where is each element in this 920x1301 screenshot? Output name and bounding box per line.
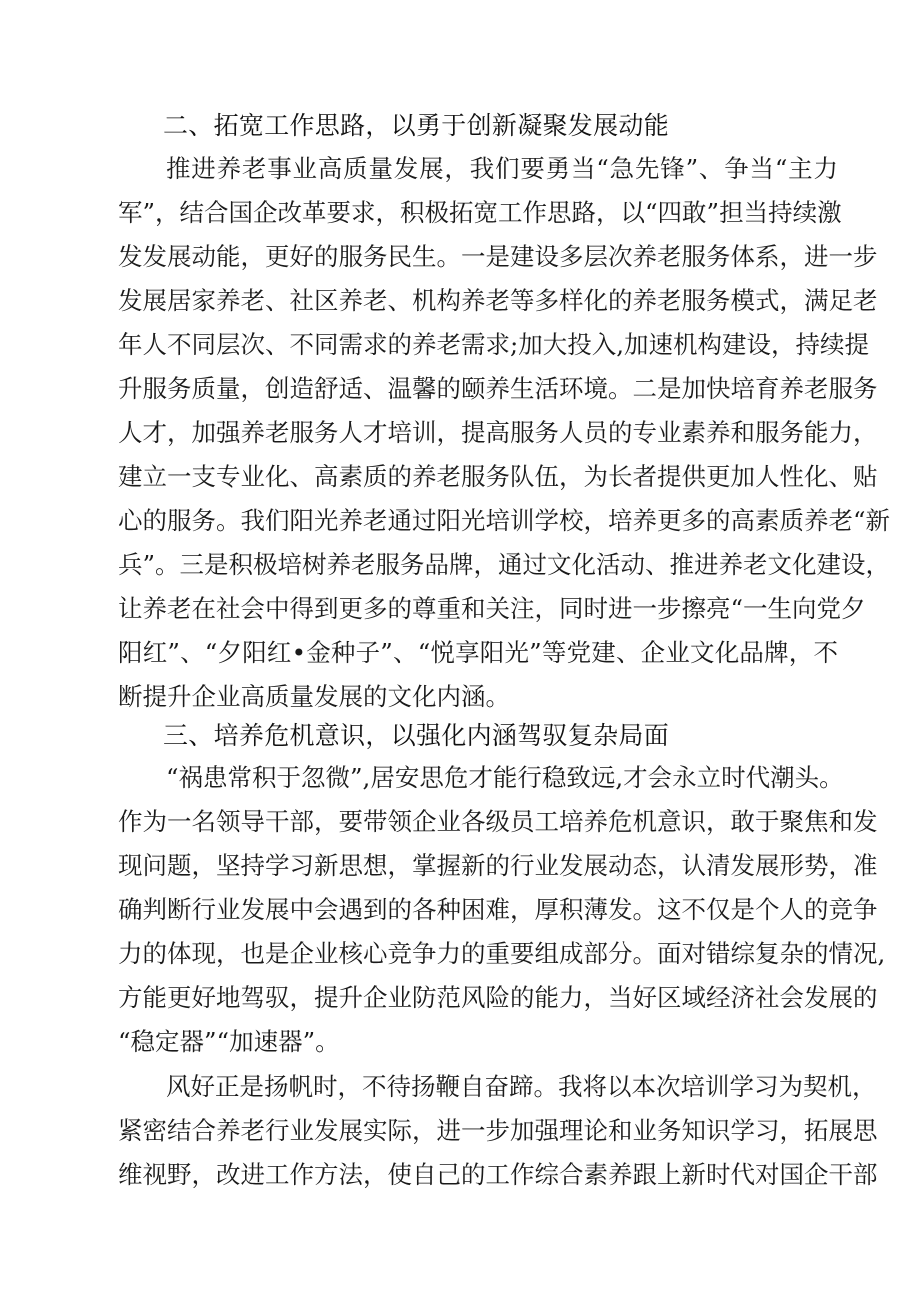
paragraph-line: 让养老在社会中得到更多的尊重和关注，同时进一步擦亮“一生向党夕 (118, 594, 866, 623)
paragraph-line: 心的服务。我们阳光养老通过阳光培训学校，培养更多的高素质养老“新 (118, 506, 891, 535)
paragraph-line: 现问题，坚持学习新思想，掌握新的行业发展动态，认清发展形势，准 (118, 851, 878, 880)
section-heading: 二、拓宽工作思路，以勇于创新凝聚发展动能 (163, 111, 670, 140)
paragraph-line: “祸患常积于忽微”,居安思危才能行稳致远,才会永立时代潮头。 (166, 763, 844, 792)
paragraph-line: 建立一支专业化、高素质的养老服务队伍，为长者提供更加人性化、贴 (118, 462, 878, 491)
paragraph-line: 发展居家养老、社区养老、机构养老等多样化的养老服务模式，满足老 (118, 286, 878, 315)
paragraph-line: 人才，加强养老服务人才培训，提高服务人员的专业素养和服务能力， (118, 418, 878, 447)
paragraph-line: 军”，结合国企改革要求，积极拓宽工作思路，以“四敢”担当持续激 (118, 198, 842, 227)
paragraph-line: 作为一名领导干部，要带领企业各级员工培养危机意识，敢于聚焦和发 (118, 807, 878, 836)
paragraph-line: “稳定器”“加速器”。 (118, 1027, 340, 1056)
paragraph-line: 阳红”、“夕阳红•金种子”、“悦享阳光”等党建、企业文化品牌，不 (118, 638, 838, 667)
paragraph-line: 断提升企业高质量发展的文化内涵。 (118, 682, 510, 711)
paragraph-line: 升服务质量，创造舒适、温馨的颐养生活环境。二是加快培育养老服务 (118, 374, 878, 403)
paragraph-line: 发发展动能，更好的服务民生。一是建设多层次养老服务体系，进一步 (118, 242, 878, 271)
paragraph-line: 年人不同层次、不同需求的养老需求;加大投入,加速机构建设，持续提 (118, 330, 870, 359)
paragraph-line: 紧密结合养老行业发展实际，进一步加强理论和业务知识学习，拓展思 (118, 1116, 878, 1145)
paragraph-line: 力的体现，也是企业核心竞争力的重要组成部分。面对错综复杂的情况, (118, 939, 886, 968)
paragraph-line: 方能更好地驾驭，提升企业防范风险的能力，当好区域经济社会发展的 (118, 983, 878, 1012)
section-heading: 三、培养危机意识，以强化内涵驾驭复杂局面 (163, 721, 670, 750)
paragraph-line: 确判断行业发展中会遇到的各种困难，厚积薄发。这不仅是个人的竞争 (118, 895, 878, 924)
paragraph-line: 风好正是扬帆时，不待扬鞭自奋蹄。我将以本次培训学习为契机， (166, 1072, 877, 1101)
paragraph-line: 维视野，改进工作方法，使自己的工作综合素养跟上新时代对国企干部 (118, 1160, 878, 1189)
paragraph-line: 推进养老事业高质量发展，我们要勇当“急先锋”、争当“主力 (166, 154, 838, 183)
paragraph-line: 兵”。三是积极培树养老服务品牌，通过文化活动、推进养老文化建设， (118, 550, 891, 579)
